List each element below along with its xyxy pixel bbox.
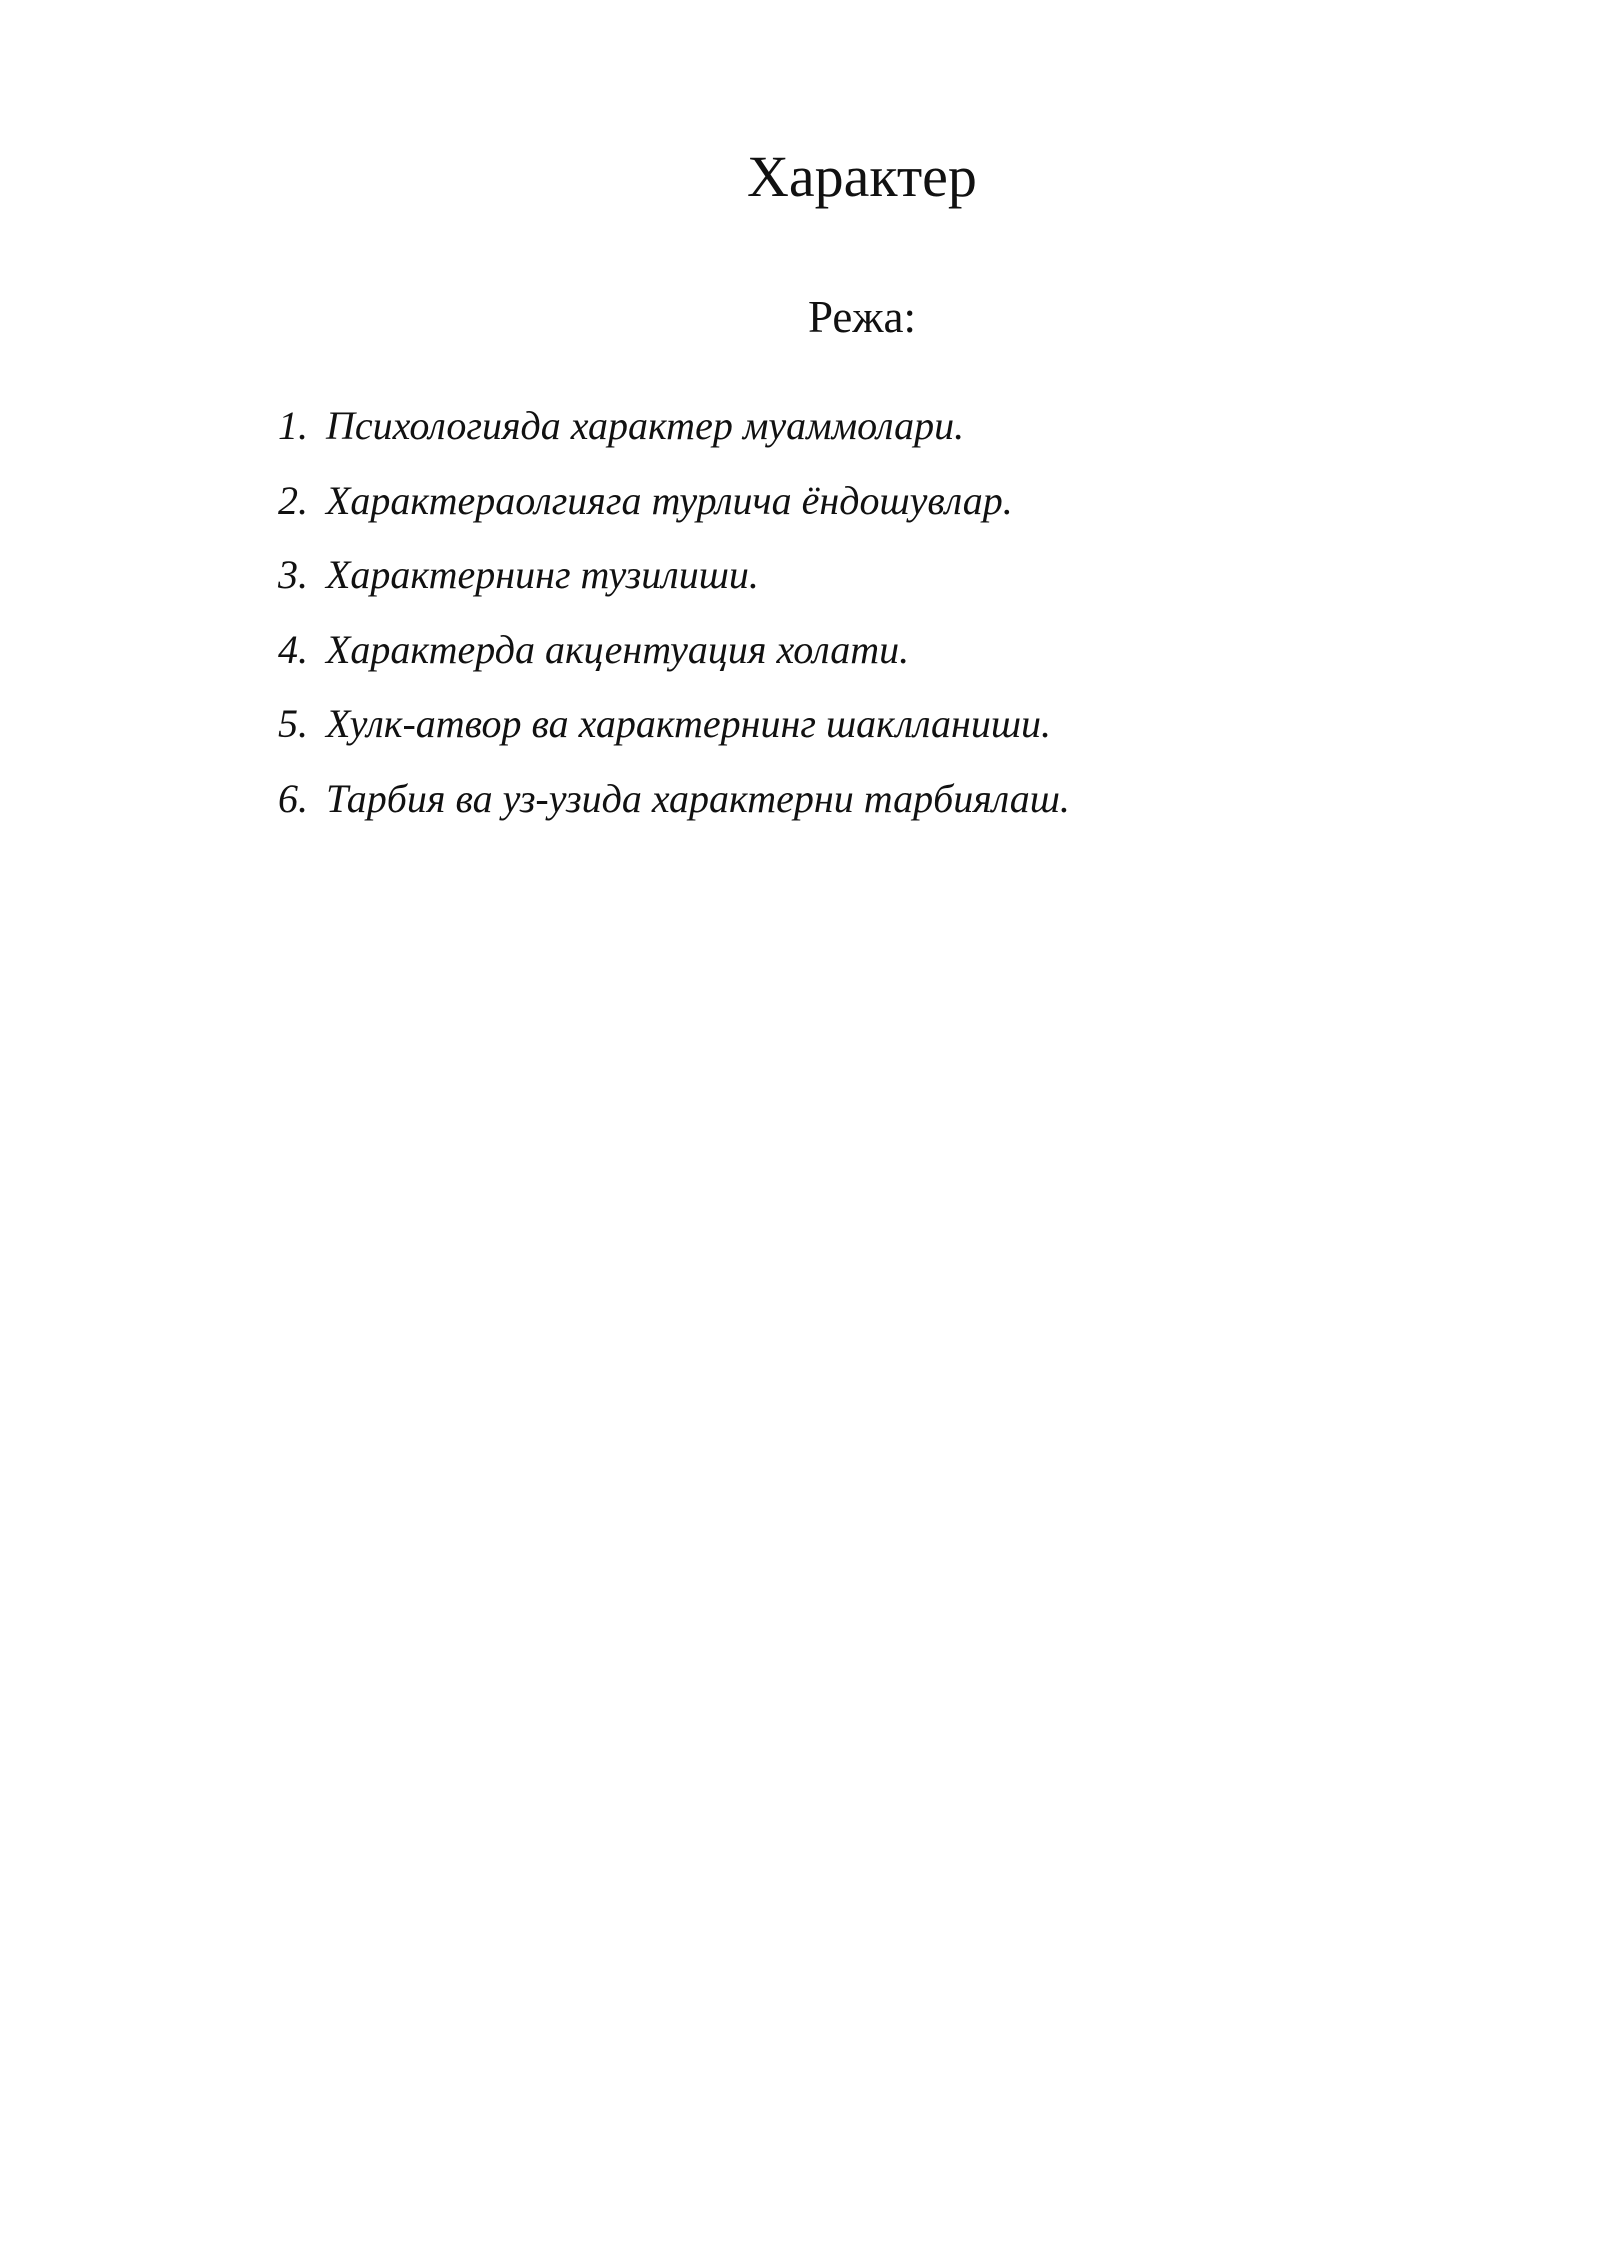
list-item-text: Характерда акцентуация холати. [326,626,910,672]
list-item [278,700,1070,775]
document-title: Характер [747,144,977,209]
list-item [278,402,1070,477]
list-item [278,477,1070,552]
list-item-text: Тарбия ва уз-узида характерни тарбиялаш. [326,775,1070,821]
list-item-number: 5. [278,701,308,747]
list-item-text: Психологияда характер муаммолари. [326,403,965,448]
list-item [278,775,1070,850]
list-item-number: 2. [278,477,308,523]
list-item [278,626,1070,701]
plan-list [278,402,1070,850]
list-item-text: Характернинг тузилиши. [326,552,759,598]
list-item-number: 4. [278,626,308,672]
plan-heading: Режа: [808,292,916,342]
list-item-number: 6. [278,775,308,821]
list-item-text: Хулк-атвор ва характернинг шаклланиши. [326,701,1052,747]
list-item-number: 1. [278,403,308,448]
list-item-text: Характераолгияга турлича ёндошувлар. [326,477,1013,523]
list-item-number: 3. [278,552,308,598]
list-item [278,551,1070,626]
